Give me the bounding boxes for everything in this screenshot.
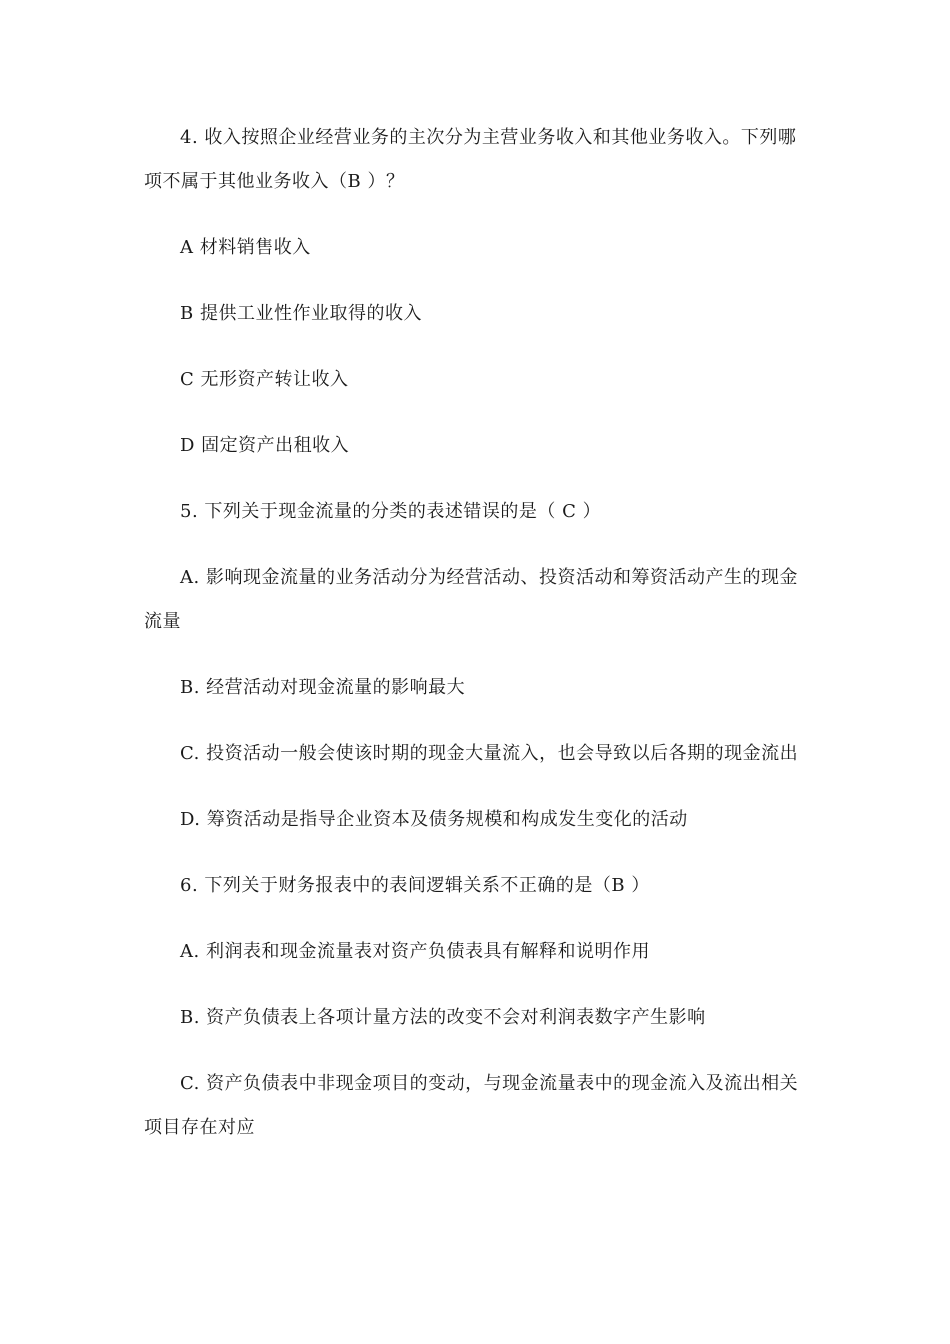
question-5-stem: 5. 下列关于现金流量的分类的表述错误的是（ C ） [180,501,602,522]
question-4-option-b: B 提供工业性作业取得的收入 [180,303,422,324]
question-6-option-a: A. 利润表和现金流量表对资产负债表具有解释和说明作用 [180,941,650,962]
document-body [144,116,808,1172]
question-6-option-b: B. 资产负债表上各项计量方法的改变不会对利润表数字产生影响 [180,1007,706,1028]
question-6-stem: 6. 下列关于财务报表中的表间逻辑关系不正确的是（B ） [180,875,650,896]
question-4-option-a: A 材料销售收入 [180,237,311,258]
question-6-option-c: C. 资产负债表中非现金项目的变动，与现金流量表中的现金流入及流出相关项目存在对应 [144,1073,799,1138]
question-4-option-d: D 固定资产出租收入 [180,435,350,456]
question-5-option-c: C. 投资活动一般会使该时期的现金大量流入，也会导致以后各期的现金流出 [180,743,799,764]
question-5-option-a: A. 影响现金流量的业务活动分为经营活动、投资活动和筹资活动产生的现金流量 [144,567,798,632]
question-4-option-c: C 无形资产转让收入 [180,369,349,390]
question-4-stem: 4. 收入按照企业经营业务的主次分为主营业务收入和其他业务收入。下列哪项不属于其他业务收入（B ）？ [144,127,797,192]
question-5-option-b: B. 经营活动对现金流量的影响最大 [180,677,466,698]
question-5-option-d: D. 筹资活动是指导企业资本及债务规模和构成发生变化的活动 [180,809,688,830]
